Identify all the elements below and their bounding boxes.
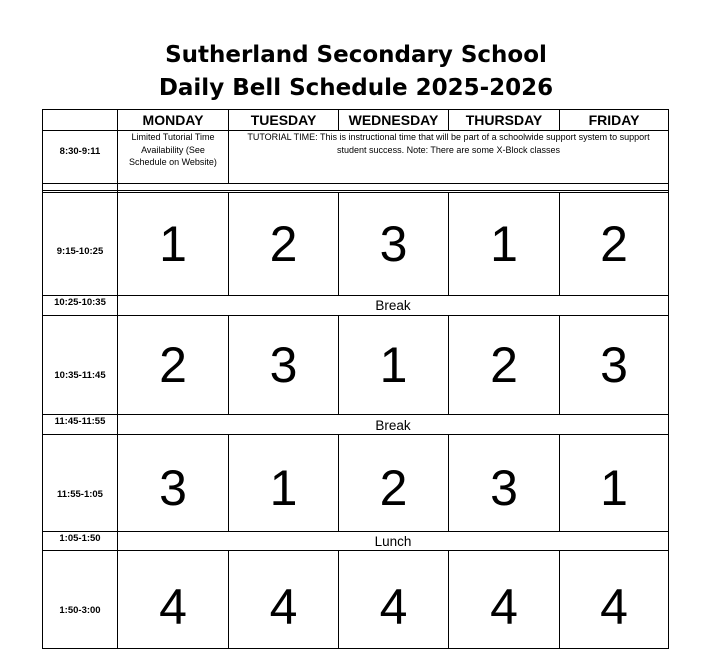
block-number: 2 xyxy=(490,337,518,393)
block-number: 2 xyxy=(379,460,408,516)
block-number: 1 xyxy=(159,216,187,272)
time-slot: 10:35-11:45 xyxy=(54,369,106,381)
block-number: 3 xyxy=(269,337,298,393)
time-slot: 11:45-11:55 xyxy=(54,416,106,427)
monday-tutorial-note: Limited Tutorial Time Availability (See Schedule on Website) xyxy=(129,132,217,167)
day-header: THURSDAY xyxy=(465,112,543,128)
block-number: 3 xyxy=(600,337,628,393)
block-number: 4 xyxy=(159,579,187,635)
block-number: 2 xyxy=(269,216,298,272)
block-number: 3 xyxy=(379,216,408,272)
table-rule xyxy=(42,190,669,191)
time-slot: 1:50-3:00 xyxy=(59,605,101,616)
time-slot: 10:25-10:35 xyxy=(54,297,106,308)
time-slot: 11:55-1:05 xyxy=(57,488,103,500)
day-header: WEDNESDAY xyxy=(348,112,439,128)
time-slot: 8:30-9:11 xyxy=(59,145,101,157)
time-slot: 9:15-10:25 xyxy=(56,245,104,257)
table-rule xyxy=(42,183,669,184)
table-rule xyxy=(668,109,669,649)
day-header: FRIDAY xyxy=(588,112,640,128)
block-number: 1 xyxy=(269,460,298,516)
block-number: 1 xyxy=(490,216,518,272)
day-header: MONDAY xyxy=(142,112,204,128)
tutorial-time-note: TUTORIAL TIME: This is instructional time that will be part of a schoolwide support system to support student success. Note: There are some X-Block classes xyxy=(247,132,650,155)
block-number: 4 xyxy=(379,579,408,635)
block-number: 1 xyxy=(600,460,628,516)
block-number: 4 xyxy=(269,579,298,635)
break-label: Break xyxy=(375,297,411,313)
block-number: 2 xyxy=(159,337,187,393)
school-name: Sutherland Secondary School xyxy=(165,42,547,68)
time-slot: 1:05-1:50 xyxy=(59,532,101,544)
day-header: TUESDAY xyxy=(250,112,317,128)
block-number: 3 xyxy=(490,460,518,516)
schedule-title: Daily Bell Schedule 2025-2026 xyxy=(158,75,554,101)
block-number: 1 xyxy=(379,337,408,393)
lunch-label: Lunch xyxy=(374,534,412,549)
block-number: 4 xyxy=(600,579,628,635)
break-label: Break xyxy=(375,417,411,433)
block-number: 3 xyxy=(159,460,187,516)
block-number: 2 xyxy=(600,216,628,272)
block-number: 4 xyxy=(490,579,518,635)
